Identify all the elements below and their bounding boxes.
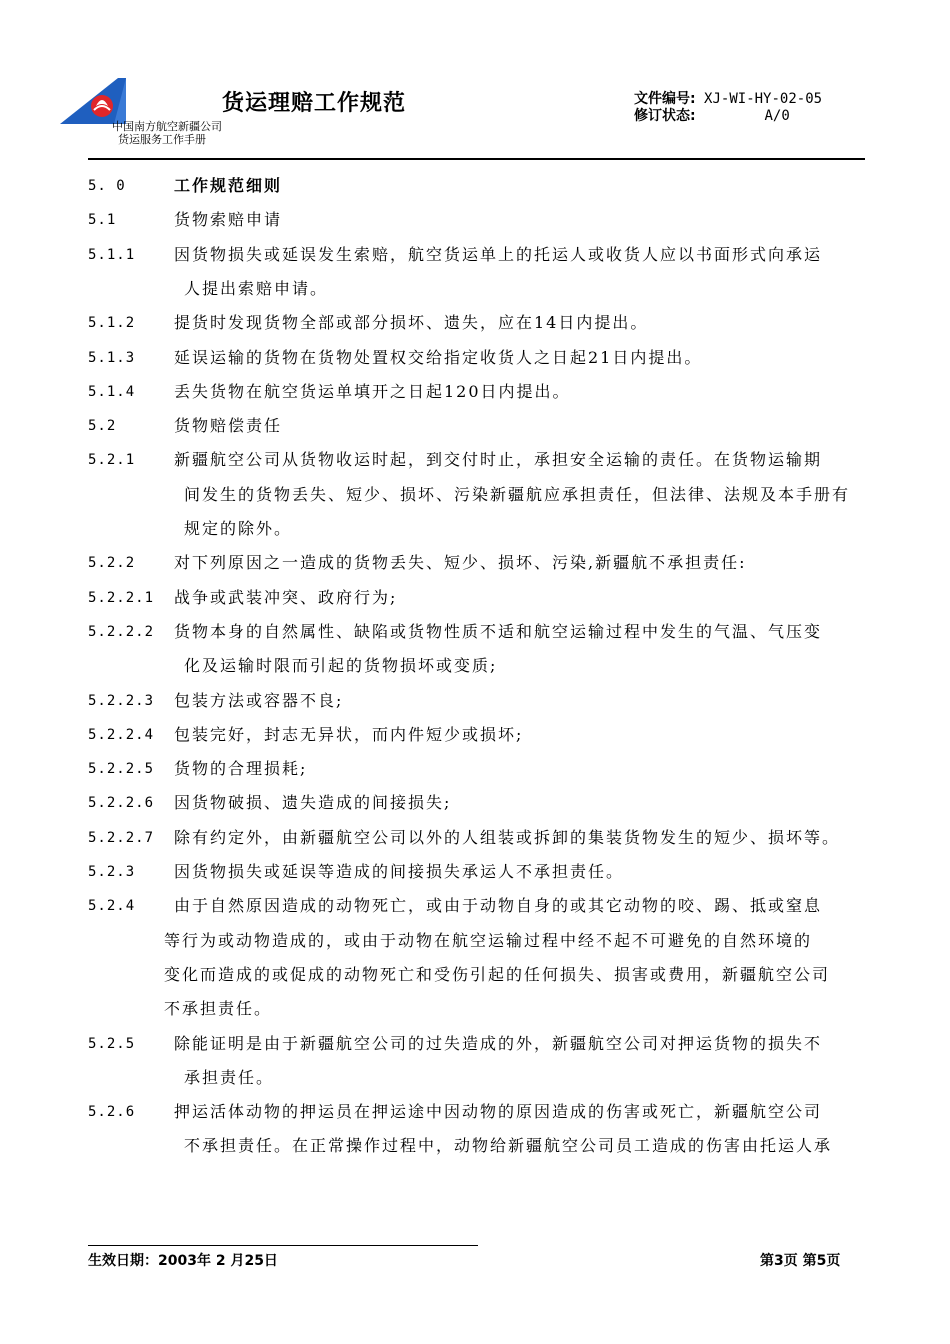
section-number: 5.2.2.5 [88, 761, 155, 778]
section-text: 货物索赔申请 [174, 210, 283, 230]
revision-value: A/0 [764, 108, 790, 124]
section-number: 5.2.2 [88, 555, 136, 572]
section-number: 5.1.4 [88, 383, 136, 400]
section-number: 5.2.3 [88, 864, 136, 880]
section-text: 变化而造成的或促成的动物死亡和受伤引起的任何损失、损害或费用，新疆航空公司 [164, 964, 831, 984]
section-text: 包装方法或容器不良; [174, 690, 344, 710]
doc-number-value: XJ-WI-HY-02-05 [704, 91, 823, 107]
section-text: 等行为或动物造成的，或由于动物在航空运输过程中经不起不可避免的自然环境的 [164, 930, 813, 950]
section-number: 5.1.3 [88, 349, 136, 366]
section-text: 延误运输的货物在货物处置权交给指定收货人之日起21日内提出。 [174, 347, 703, 367]
section-text: 不承担责任。 [164, 999, 273, 1019]
section-text: 战争或武装冲突、政府行为; [174, 587, 398, 607]
doc-number-label: 文件编号: [634, 91, 696, 107]
effective-date: 生效日期：2003年 2 月25日 [88, 1253, 278, 1269]
section-number: 5.2.2.2 [88, 623, 155, 640]
section-text: 因货物损失或延误等造成的间接损失承运人不承担责任。 [174, 862, 625, 881]
revision-label: 修订状态: [634, 108, 696, 124]
section-text: 押运活体动物的押运员在押运途中因动物的原因造成的伤害或死亡，新疆航空公司 [174, 1102, 823, 1122]
section-text: 除能证明是由于新疆航空公司的过失造成的外，新疆航空公司对押运货物的损失不 [174, 1033, 823, 1053]
section-number: 5.2.5 [88, 1035, 136, 1052]
section-text: 因货物破损、遗失造成的间接损失; [174, 793, 452, 813]
section-number: 5.2.2.4 [88, 726, 155, 743]
section-text: 间发生的货物丢失、短少、损坏、污染新疆航应承担责任，但法律、法规及本手册有 [184, 484, 851, 504]
section-number: 5.2.2.7 [88, 829, 155, 846]
page-title: 货运理赔工作规范 [222, 91, 407, 116]
section-text: 除有约定外，由新疆航空公司以外的人组装或拆卸的集装货物发生的短少、损坏等。 [174, 827, 841, 847]
section-text: 货物的合理损耗; [174, 759, 308, 779]
section-text: 人提出索赔申请。 [184, 278, 329, 298]
section-text: 丢失货物在航空货运单填开之日起120日内提出。 [174, 381, 571, 401]
section-number: 5.2.6 [88, 1104, 136, 1121]
section-number: 5.2.1 [88, 452, 136, 469]
page-header [0, 0, 950, 170]
section-number: 5.2.2.1 [88, 589, 155, 606]
page-number: 第3页 第5页 [760, 1253, 841, 1269]
section-text: 包装完好，封志无异状，而内件短少或损坏; [174, 724, 524, 744]
section-text: 对下列原因之一造成的货物丢失、短少、损坏、污染,新疆航不承担责任: [174, 553, 747, 573]
section-text: 由于自然原因造成的动物死亡，或由于动物自身的或其它动物的咬、踢、抵或窒息 [174, 896, 823, 916]
section-number: 5.2.2.3 [88, 692, 155, 709]
section-text: 规定的除外。 [184, 519, 293, 538]
section-number: 5.2 [88, 418, 117, 435]
section-number: 5. 0 [88, 178, 126, 194]
section-text: 货物本身的自然属性、缺陷或货物性质不适和航空运输过程中发生的气温、气压变 [174, 621, 823, 641]
section-number: 5.1.1 [88, 246, 136, 263]
logo-company-name: 中国南方航空新疆公司 [112, 120, 222, 133]
section-text: 新疆航空公司从货物收运时起，到交付时止，承担安全运输的责任。在货物运输期 [174, 450, 823, 470]
section-text: 工作规范细则 [174, 176, 283, 195]
section-text: 不承担责任。在正常操作过程中，动物给新疆航空公司员工造成的伤害由托运人承 [184, 1136, 833, 1156]
footer-divider [88, 1245, 478, 1246]
section-number: 5.2.4 [88, 898, 136, 915]
revision-row [634, 105, 790, 125]
section-text: 货物赔偿责任 [174, 416, 283, 436]
section-number: 5.1.2 [88, 315, 136, 332]
section-number: 5.2.2.6 [88, 795, 155, 812]
section-text: 因货物损失或延误发生索赔，航空货运单上的托运人或收货人应以书面形式向承运 [174, 244, 823, 264]
section-text: 提货时发现货物全部或部分损坏、遗失，应在14日内提出。 [174, 313, 649, 333]
section-number: 5.1 [88, 212, 117, 229]
logo-manual-name: 货运服务工作手册 [118, 133, 206, 146]
header-divider [88, 158, 865, 160]
section-text: 化及运输时限而引起的货物损坏或变质; [184, 656, 498, 676]
section-text: 承担责任。 [184, 1067, 275, 1087]
